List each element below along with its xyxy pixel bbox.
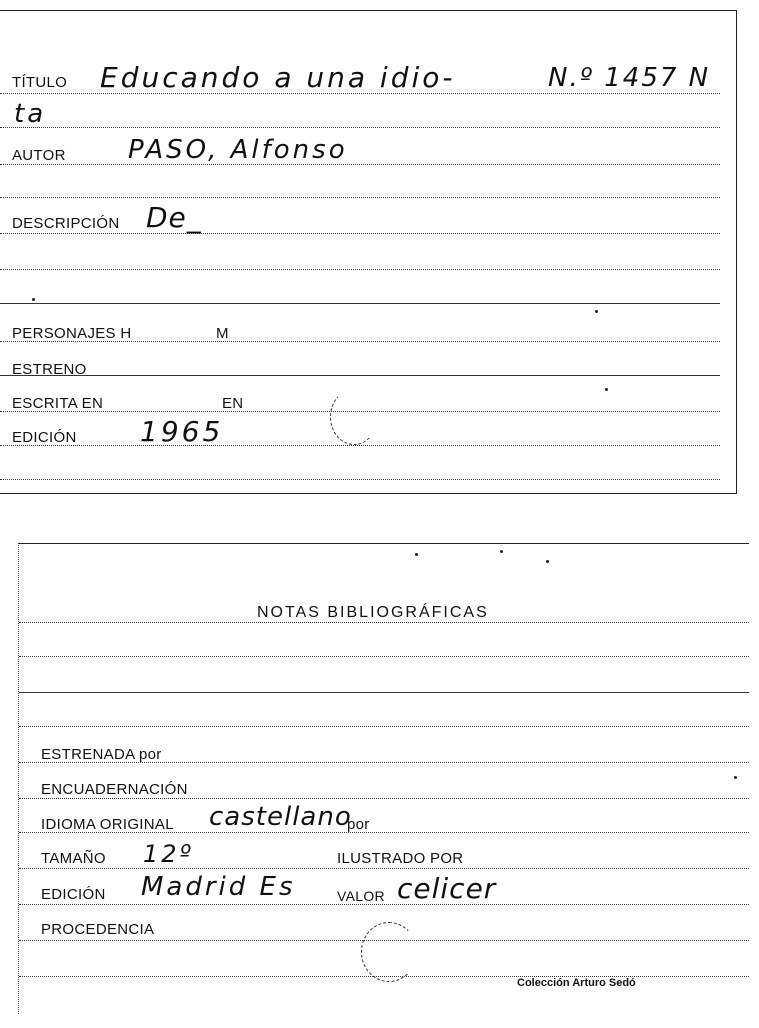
autor-value: PASO, Alfonso (128, 135, 348, 165)
notes-line-2 (19, 656, 749, 657)
tamano-value: 12º (143, 840, 194, 868)
titulo-cont-line (0, 127, 720, 128)
speck (734, 776, 737, 779)
edicion-back-line (19, 904, 749, 905)
speck (546, 560, 549, 563)
notes-line-4 (19, 726, 749, 727)
catalog-card-back (18, 543, 749, 1014)
idioma-label: IDIOMA ORIGINAL (41, 816, 174, 833)
collection-stamp: Colección Arturo Sedó (517, 977, 636, 989)
titulo-label: TÍTULO (12, 74, 68, 91)
bottom-line (0, 479, 720, 480)
edicion-back-value: Madrid Es (141, 872, 296, 902)
estreno-label: ESTRENO (12, 361, 87, 378)
notes-title: NOTAS BIBLIOGRÁFICAS (257, 604, 489, 621)
catalog-number: N.º 1457 N (548, 63, 711, 93)
punch-hole-mark-back (361, 922, 417, 982)
edicion-line (0, 445, 720, 446)
tamano-label: TAMAÑO (41, 850, 106, 867)
encuadernacion-label: ENCUADERNACIÓN (41, 781, 188, 798)
titulo-value-cont: ta (14, 99, 47, 129)
idioma-value: castellano (209, 802, 352, 832)
speck (32, 298, 35, 301)
blank-line-2 (0, 269, 720, 270)
escrita-en2-label: EN (222, 395, 244, 412)
autor-label: AUTOR (12, 147, 66, 164)
descripcion-line (0, 233, 720, 234)
descripcion-label: DESCRIPCIÓN (12, 215, 120, 232)
valor-value: celicer (397, 872, 497, 905)
blank-line-1 (0, 197, 720, 198)
autor-line (0, 164, 720, 165)
blank-line-3 (0, 303, 720, 304)
titulo-value: Educando a una idio- (100, 61, 456, 94)
procedencia-label: PROCEDENCIA (41, 921, 155, 938)
notes-line-1 (19, 622, 749, 623)
edicion-back-label: EDICIÓN (41, 886, 106, 903)
personajes-label: PERSONAJES H (12, 325, 132, 342)
estreno-line (0, 375, 720, 376)
edicion-label: EDICIÓN (12, 429, 77, 446)
tamano-line (19, 868, 749, 869)
speck (595, 310, 598, 313)
escrita-label: ESCRITA EN (12, 395, 104, 412)
catalog-card-front (0, 10, 737, 494)
speck (605, 388, 608, 391)
punch-hole-mark (330, 389, 378, 445)
speck (415, 553, 418, 556)
speck (500, 550, 503, 553)
encuadernacion-line (19, 798, 749, 799)
ilustrado-label: ILUSTRADO POR (337, 850, 464, 867)
estrenada-label: ESTRENADA por (41, 746, 162, 763)
notes-line-3 (19, 692, 749, 693)
descripcion-value: De_ (146, 201, 202, 234)
edicion-value: 1965 (140, 415, 224, 448)
idioma-por: por (347, 816, 370, 833)
personajes-m-label: M (216, 325, 229, 342)
valor-label: VALOR (337, 888, 385, 904)
